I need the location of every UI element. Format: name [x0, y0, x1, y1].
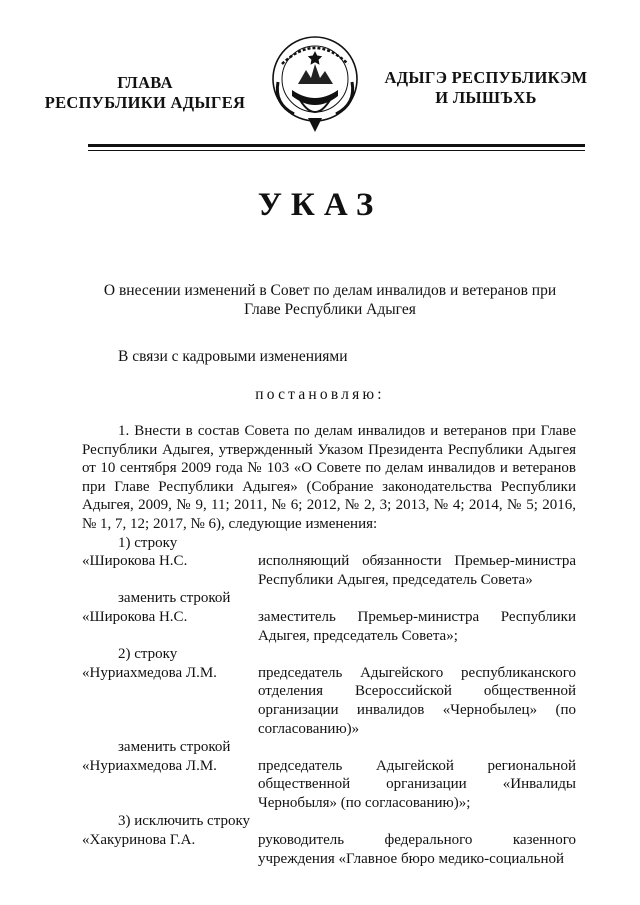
- item-2-label: 2) строку: [118, 646, 178, 663]
- header-right: [376, 68, 596, 108]
- document-title: УКАЗ: [257, 187, 383, 223]
- basis-text: В связи с кадровыми изменениями: [118, 348, 348, 365]
- decree-word: постановляю:: [255, 386, 385, 403]
- coat-of-arms-emblem: [270, 34, 360, 134]
- item-3-desc: руководитель федерального казенного учреждения «Главное бюро медико-социальной: [258, 832, 576, 867]
- header-left-line2: РЕСПУБЛИКИ АДЫГЕЯ: [44, 93, 246, 112]
- item-1-old-desc: исполняющий обязанности Премьер-министра Республики Адыгея, председатель Совета»: [258, 553, 576, 588]
- header-divider-thin: [88, 150, 585, 151]
- item-2-new-desc: председатель Адыгейской региональной общественной организации «Инвалиды Чернобыля» (по согласованию)»;: [258, 757, 576, 811]
- paragraph-1: 1. Внести в состав Совета по делам инвалидов и ветеранов при Главе Республики Адыгея, утвержденный Указом Президента Республики Адыгея от 10 сентября 2009 года № 103 «О Совете по делам инвалидов и ветеранов при Главе Республики Адыгея» (Собрание законодательства Республики Адыгея, 2009, № 9, 11; 2011, № 6; 2012, № 2, 3; 2013, № 4; 2014, № 5; 2016, № 1, 7, 12; 2017, № 6), следующие изменения:: [82, 423, 576, 532]
- item-3-name: «Хакуринова Г.А.: [82, 832, 196, 849]
- item-2-new-row: [82, 757, 576, 813]
- item-3-row: [82, 831, 576, 868]
- item-1-new-desc: заместитель Премьер-министра Республики Адыгея, председатель Совета»;: [258, 608, 576, 644]
- header-right-line2: И ЛЫШЪХЬ: [435, 88, 537, 107]
- header-left-line1: ГЛАВА: [117, 73, 173, 92]
- item-2-old-row: [82, 664, 576, 738]
- item-1-old-name: «Широкова Н.С.: [82, 553, 188, 570]
- item-1-replace: заменить строкой: [118, 590, 231, 607]
- item-1-new-row: [82, 608, 576, 645]
- header-left: [30, 73, 260, 113]
- header-divider-thick: [88, 144, 585, 147]
- document-subject: О внесении изменений в Совет по делам инвалидов и ветеранов при Главе Республики Адыгея: [103, 282, 557, 318]
- item-2-replace: заменить строкой: [118, 739, 231, 756]
- document-body: [82, 422, 576, 868]
- item-3-label: 3) исключить строку: [118, 813, 251, 830]
- item-1-old-row: [82, 552, 576, 589]
- item-2-old-name: «Нуриахмедова Л.М.: [82, 664, 217, 681]
- header-right-line1: АДЫГЭ РЕСПУБЛИКЭМ: [384, 68, 588, 87]
- item-2-new-name: «Нуриахмедова Л.М.: [82, 757, 217, 774]
- item-2-old-desc: председатель Адыгейского республиканского отделения Всероссийской общественной организации инвалидов «Чернобылец» (по согласованию)»: [258, 664, 576, 737]
- item-1-new-name: «Широкова Н.С.: [82, 608, 188, 625]
- item-1-label: 1) строку: [118, 534, 178, 551]
